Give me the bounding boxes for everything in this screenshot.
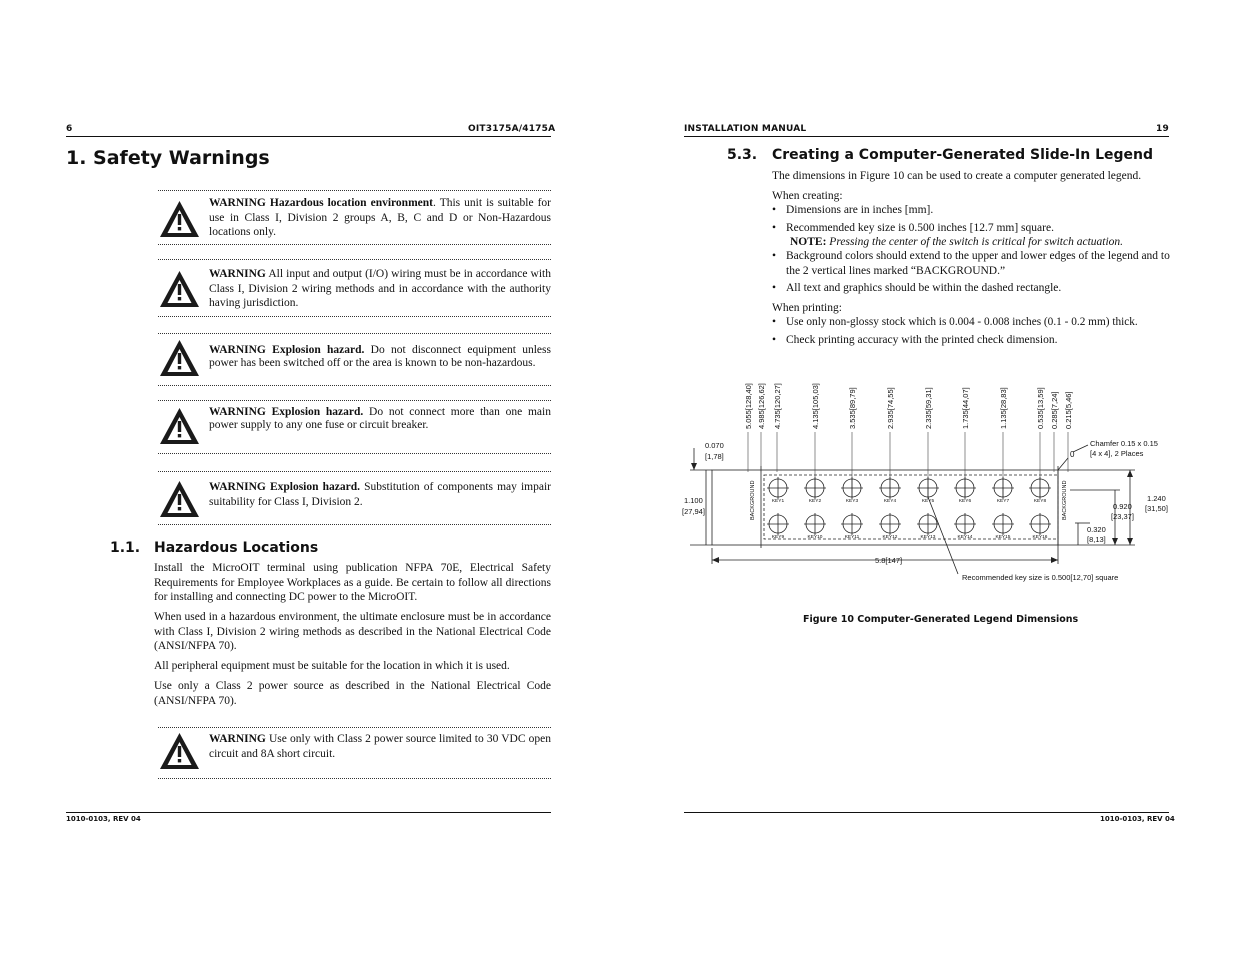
- key-label: KEY14: [957, 535, 973, 540]
- zero-marker: 0: [1070, 450, 1075, 459]
- key-label: KEY8: [1033, 499, 1047, 504]
- dimension-label: 5.8[147]: [875, 556, 903, 565]
- dimension-label: [23,37]: [1111, 512, 1134, 521]
- key-symbol: [767, 513, 789, 535]
- subsection-title: Hazardous Locations: [154, 540, 319, 556]
- key-symbol: [879, 513, 901, 535]
- key-label: KEY7: [996, 499, 1010, 504]
- dimension-label: 2.935[74,55]: [886, 387, 895, 429]
- key-label: KEY13: [920, 535, 936, 540]
- right-header-title: INSTALLATION MANUAL: [684, 124, 807, 134]
- warning-lead: WARNING Explosion hazard.: [209, 406, 364, 418]
- key-size-note: Recommended key size is 0.500[12,70] square: [962, 573, 1119, 582]
- dimension-label: [27,94]: [682, 507, 705, 516]
- paragraph: All peripheral equipment must be suitable for the location in which it is used.: [154, 660, 510, 672]
- key-symbol: [841, 477, 863, 499]
- key-label: KEY10: [807, 535, 823, 540]
- key-label: KEY4: [883, 499, 897, 504]
- dimension-label: 0.285[7,24]: [1050, 391, 1059, 429]
- key-label: KEY6: [958, 499, 972, 504]
- key-symbol: [992, 513, 1014, 535]
- note-text: Pressing the center of the switch is critical for switch actuation.: [826, 236, 1124, 248]
- key-label: KEY3: [845, 499, 859, 504]
- left-header-title: OIT3175A/4175A: [468, 124, 556, 134]
- chamfer-label: Chamfer 0.15 x 0.15: [1090, 439, 1158, 448]
- warning-lead: WARNING Hazardous location environment: [209, 197, 433, 209]
- dimension-label: 4.735[120,27]: [773, 383, 782, 429]
- paragraph: Use only a Class 2 power source as described in the National Electrical Code (ANSI/NFPA 70).: [154, 680, 551, 707]
- dimension-label: 1.100: [684, 496, 703, 505]
- key-symbol: [841, 513, 863, 535]
- key-symbol: [879, 477, 901, 499]
- key-label: KEY15: [995, 535, 1011, 540]
- key-symbol: [804, 513, 826, 535]
- warning-body: . This unit is suitable for use in Class I, Division 2 groups A, B, C and D or Non-Hazardous locations only.: [209, 197, 551, 238]
- section-title-safety-warnings: 1. Safety Warnings: [66, 147, 270, 169]
- background-label: BACKGROUND: [750, 480, 756, 520]
- warning-lead: WARNING Explosion hazard.: [209, 344, 365, 356]
- paragraph: When used in a hazardous environment, the ultimate enclosure must be in accordance with Class I, Division 2 wiring methods as described in the National Electrical Code (ANSI/NFPA 70).: [154, 611, 551, 653]
- dimension-label: 5.055[128,40]: [744, 383, 753, 429]
- warning-body: Do not disconnect equipment unless power has been switched off or the area is known to be non-hazardous.: [209, 344, 551, 369]
- dimension-label: 2.335[59,31]: [924, 387, 933, 429]
- chamfer-label: [4 x 4], 2 Places: [1090, 449, 1144, 458]
- key-symbol: [954, 477, 976, 499]
- dimension-label: 1.135[28,83]: [999, 387, 1008, 429]
- dimension-label: 0.920: [1113, 502, 1132, 511]
- key-label: KEY11: [844, 535, 860, 540]
- section-title-legend: Creating a Computer-Generated Slide-In Legend: [772, 147, 1154, 163]
- key-label: KEY1: [771, 499, 785, 504]
- dimension-label: 3.535[89,79]: [848, 387, 857, 429]
- dimension-label: 4.135[105,03]: [811, 383, 820, 429]
- when-printing-label: When printing:: [772, 302, 842, 314]
- list-item: • Background colors should extend to the upper and lower edges of the legend and to the 2 vertical lines marked “BACKGROUND.”: [772, 250, 1170, 277]
- warning-body: Substitution of components may impair suitability for Class I, Division 2.: [209, 481, 551, 508]
- key-label: KEY9: [771, 535, 785, 540]
- when-creating-label: When creating:: [772, 190, 843, 202]
- key-label: KEY2: [808, 499, 822, 504]
- key-symbol: [917, 477, 939, 499]
- dimension-label: 4.985[126,62]: [757, 383, 766, 429]
- warning-lead: WARNING: [209, 733, 266, 745]
- background-label: BACKGROUND: [1062, 480, 1068, 520]
- paragraph: Install the MicroOIT terminal using publication NFPA 70E, Electrical Safety Requirements for Employee Workplaces as a guide. Be certain to follow all directions for installing and connecting DC power to the MicroOIT.: [154, 562, 551, 604]
- key-label: KEY12: [882, 535, 898, 540]
- warning-body: Do not connect more than one main power supply to any one fuse or circuit breaker.: [209, 406, 551, 431]
- dimension-label: [8,13]: [1087, 535, 1106, 544]
- dimension-label: 0.070: [705, 441, 724, 450]
- key-symbol: [1029, 513, 1051, 535]
- key-symbol: [1029, 477, 1051, 499]
- left-page-number: 6: [66, 124, 73, 134]
- dimension-label: 0.320: [1087, 525, 1106, 534]
- warning-body: All input and output (I/O) wiring must be in accordance with Class I, Division 2 wiring methods and in accordance with the authority having jurisdiction.: [209, 268, 551, 309]
- dimension-label: 1.240: [1147, 494, 1166, 503]
- key-symbol: [954, 513, 976, 535]
- note-label: NOTE:: [790, 236, 827, 248]
- key-label: KEY16: [1032, 535, 1048, 540]
- left-footer: 1010-0103, REV 04: [66, 815, 141, 823]
- dimension-label: [31,50]: [1145, 504, 1168, 513]
- dimension-label: 0.535[13,59]: [1036, 387, 1045, 429]
- dimension-label: [1,78]: [705, 452, 724, 461]
- dimension-label: 0.215[5,46]: [1064, 391, 1073, 429]
- warning-body: Use only with Class 2 power source limited to 30 VDC open circuit and 8A short circuit.: [209, 733, 551, 760]
- figure-caption: Figure 10 Computer-Generated Legend Dimensions: [803, 614, 1079, 625]
- key-symbol: [804, 477, 826, 499]
- dimension-label: 1.735[44,07]: [961, 387, 970, 429]
- subsection-number: 1.1.: [110, 540, 141, 556]
- section-number: 5.3.: [727, 147, 758, 163]
- right-footer-rule: [684, 812, 1169, 813]
- intro-text: The dimensions in Figure 10 can be used to create a computer generated legend.: [772, 170, 1142, 182]
- warning-lead: WARNING: [209, 268, 266, 280]
- key-symbol: [767, 477, 789, 499]
- right-footer: 1010-0103, REV 04: [1100, 815, 1175, 823]
- warning-lead: WARNING Explosion hazard.: [209, 481, 360, 493]
- key-label: KEY5: [921, 499, 935, 504]
- key-symbol: [992, 477, 1014, 499]
- right-page-number: 19: [1156, 124, 1169, 134]
